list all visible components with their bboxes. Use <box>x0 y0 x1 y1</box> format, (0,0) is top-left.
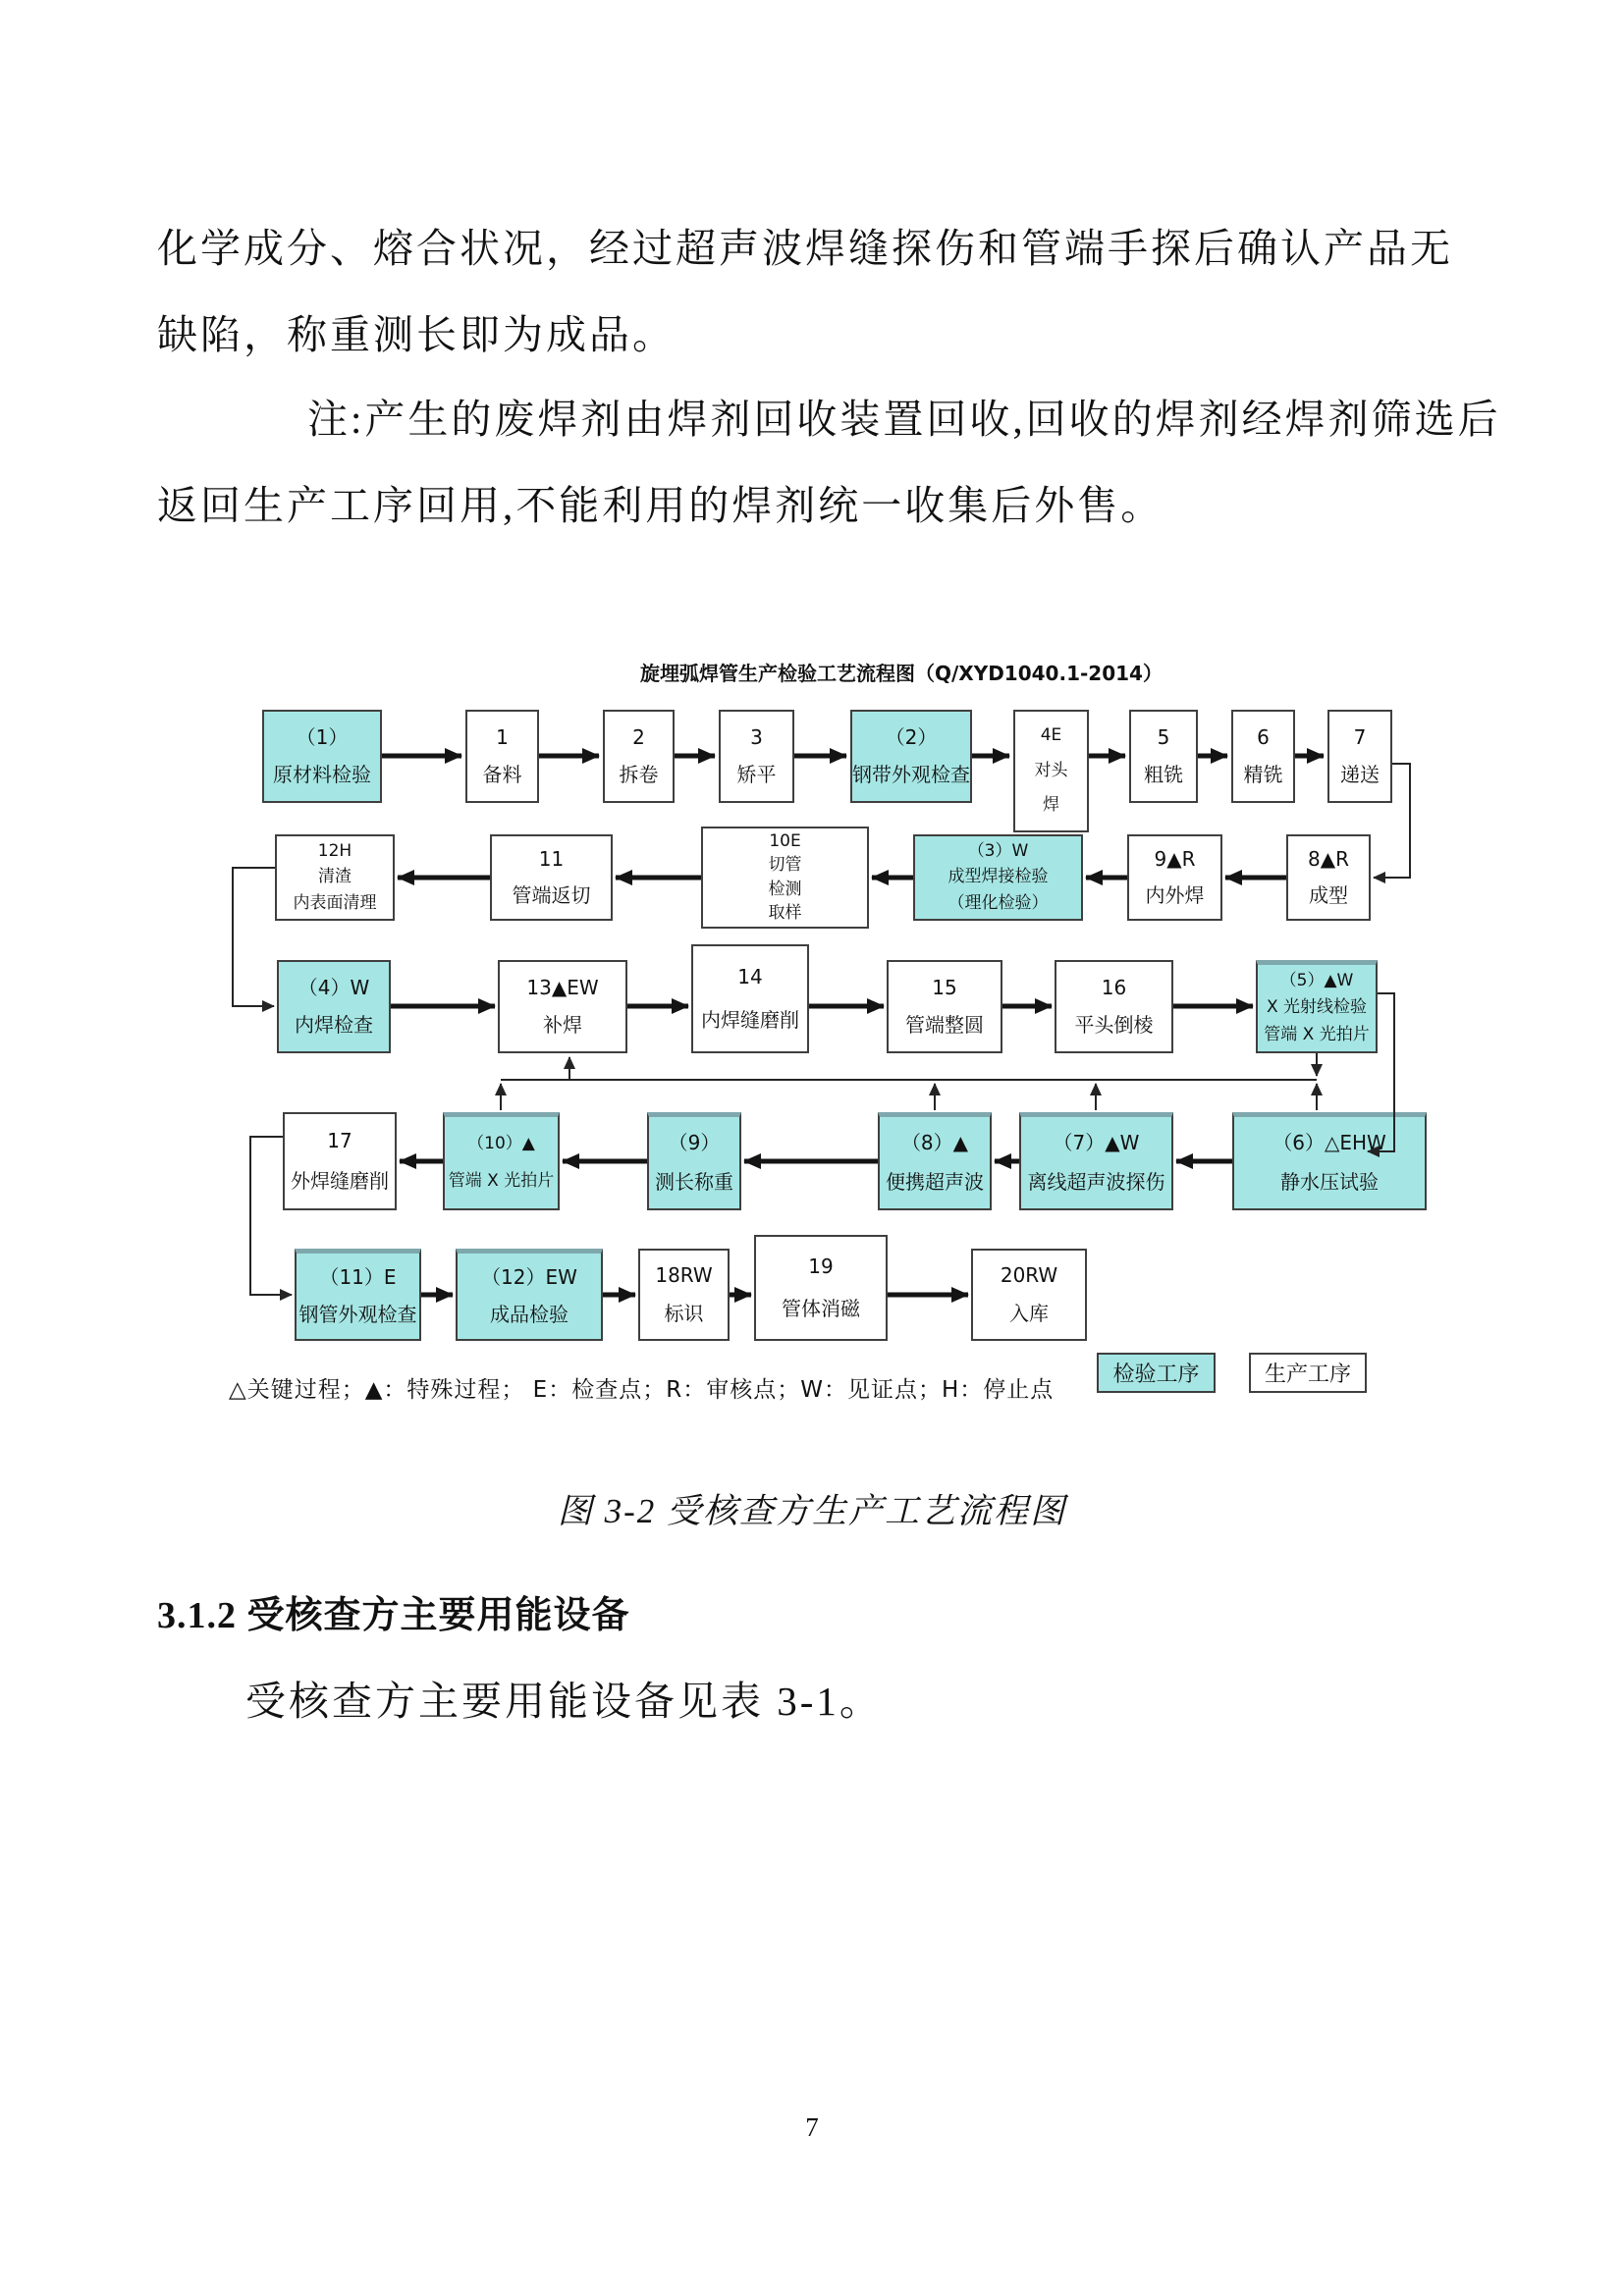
flow-node-hydrostatic-test <box>1232 1112 1427 1210</box>
legend-box-inspection-label: 检验工序 <box>1112 1362 1200 1387</box>
flow-node-line: 切管 <box>768 855 802 876</box>
flow-node-line: （8）▲ <box>900 1131 969 1155</box>
flow-node-line: 测长称重 <box>655 1169 733 1194</box>
flow-node-line: 精铣 <box>1243 763 1283 787</box>
flow-node-pipe-end-recut <box>490 834 613 921</box>
flow-node-line: 拆卷 <box>619 763 659 787</box>
flow-node-facing-beveling <box>1055 960 1173 1053</box>
flow-node-line: 矫平 <box>736 763 777 787</box>
paragraph-line-2: 缺陷，称重测长即为成品。 <box>157 312 676 357</box>
flow-node-line: （12）EW <box>481 1265 577 1290</box>
flow-node-line: （理化检验） <box>947 892 1049 913</box>
flow-node-raw-material-inspection <box>262 710 382 803</box>
flow-node-forming-weld-inspection <box>913 834 1083 921</box>
flow-node-fine-mill <box>1231 710 1295 803</box>
flow-node-line: 1 <box>496 724 509 749</box>
flow-node-line: 3 <box>750 724 763 749</box>
flow-node-line: 9▲R <box>1154 847 1196 872</box>
paragraph-after-heading: 受核查方主要用能设备见表 3-1。 <box>245 1679 883 1724</box>
flow-node-line: 钢带外观检查 <box>852 763 970 787</box>
flow-node-line: 离线超声波探伤 <box>1027 1169 1165 1194</box>
flow-node-line: （5）▲W <box>1279 971 1354 991</box>
flow-node-uncoil <box>603 710 675 803</box>
flow-node-line: （9） <box>668 1131 721 1155</box>
flow-node-line: 管体消磁 <box>782 1297 860 1320</box>
flow-node-line: （11）E <box>319 1265 397 1290</box>
flow-node-line: 12H <box>317 841 352 862</box>
flow-node-line: （6）△EHW <box>1272 1131 1386 1155</box>
flow-node-slag-inner-surface-cleaning <box>275 834 395 921</box>
flow-node-repair-weld <box>498 960 627 1053</box>
legend-box-production-label: 生产工序 <box>1264 1362 1351 1387</box>
flow-node-portable-ultrasonic <box>878 1112 992 1210</box>
flow-node-line: 内焊缝磨削 <box>701 1008 799 1032</box>
flow-node-pipe-end-xray-film <box>443 1112 560 1210</box>
flow-node-flatten <box>719 710 794 803</box>
flow-node-line: 17 <box>327 1129 352 1153</box>
flow-node-xray-inspection <box>1256 960 1378 1053</box>
flow-node-rough-mill <box>1129 710 1198 803</box>
flow-node-line: 对头 <box>1034 760 1068 780</box>
flow-node-feed <box>1327 710 1392 803</box>
flow-node-line: 8▲R <box>1307 847 1349 872</box>
flow-node-line: 粗铣 <box>1144 763 1183 787</box>
flow-node-outer-weld-grinding <box>283 1112 397 1210</box>
flow-node-line: 焊 <box>1043 795 1059 816</box>
note-line-2: 返回生产工序回用,不能利用的焊剂统一收集后外售。 <box>157 483 1164 528</box>
flow-node-line: 2 <box>632 724 645 749</box>
flow-node-line: 原材料检验 <box>273 763 371 787</box>
flow-node-line: 10E <box>769 831 801 851</box>
flow-node-line: 内外焊 <box>1145 882 1205 907</box>
flow-node-inner-outer-weld <box>1127 834 1222 921</box>
flow-node-line: 16 <box>1101 975 1127 999</box>
flow-node-line: 19 <box>808 1255 834 1278</box>
flow-node-line: （1） <box>296 724 349 749</box>
flow-node-line: 成型 <box>1309 882 1348 907</box>
legend-box-production <box>1249 1353 1367 1393</box>
flow-node-line: （4）W <box>298 975 370 999</box>
flow-node-line: 6 <box>1257 724 1270 749</box>
flow-node-warehousing <box>971 1249 1087 1341</box>
flow-node-line: 清渣 <box>318 867 352 887</box>
flow-node-line: 内焊检查 <box>295 1013 373 1038</box>
flow-node-line: 13▲EW <box>526 975 599 999</box>
figure-caption: 图 3-2 受核查方生产工艺流程图 <box>557 1492 1067 1530</box>
flow-node-line: 18RW <box>655 1263 713 1288</box>
flow-node-line: 标识 <box>664 1301 704 1325</box>
flow-node-forming <box>1286 834 1371 921</box>
flow-node-line: 4E <box>1040 725 1062 746</box>
flow-node-offline-ultrasonic-inspection <box>1019 1112 1173 1210</box>
flow-node-line: （10）▲ <box>467 1133 535 1153</box>
flow-node-line: 管端 X 光拍片 <box>1264 1024 1370 1044</box>
flow-node-inner-weld-inspection <box>277 960 391 1053</box>
page-number: 7 <box>805 2112 819 2142</box>
flow-node-line: 入库 <box>1009 1301 1049 1325</box>
flow-node-cut-pipe-test-sampling <box>701 827 869 929</box>
flow-node-prepare-material <box>465 710 539 803</box>
flow-node-line: 11 <box>538 847 565 872</box>
flow-node-line: 20RW <box>1000 1263 1058 1288</box>
flowchart-title: 旋埋弧焊管生产检验工艺流程图（Q/XYD1040.1-2014） <box>640 662 1163 685</box>
flow-node-demagnetization <box>754 1235 888 1341</box>
flow-node-line: 取样 <box>768 902 802 923</box>
flow-node-inner-weld-grinding <box>691 944 809 1053</box>
flow-node-line: 便携超声波 <box>886 1169 984 1194</box>
flow-node-line: 成型焊接检验 <box>947 867 1049 887</box>
flow-node-line: 补焊 <box>543 1013 582 1038</box>
flow-node-line: （3）W <box>967 841 1029 862</box>
flow-node-line: （7）▲W <box>1053 1131 1140 1155</box>
flow-node-final-product-inspection <box>456 1249 603 1341</box>
flow-node-line: 14 <box>737 965 763 988</box>
flow-node-line: 7 <box>1353 724 1367 749</box>
flow-node-length-weight-measure <box>647 1112 741 1210</box>
flow-node-line: 内表面清理 <box>293 892 377 913</box>
paragraph-line-1: 化学成分、熔合状况，经过超声波焊缝探伤和管端手探后确认产品无 <box>157 226 1453 271</box>
flow-node-line: 管端整圆 <box>905 1013 984 1038</box>
flow-node-line: 成品检验 <box>490 1302 568 1326</box>
flow-node-pipe-end-rounding <box>887 960 1002 1053</box>
flow-node-line: 检测 <box>768 879 802 899</box>
flow-node-line: （2） <box>885 724 938 749</box>
flow-node-line: 5 <box>1157 724 1170 749</box>
legend-box-inspection <box>1097 1353 1216 1393</box>
flow-node-pipe-visual-inspection <box>295 1249 421 1341</box>
note-line-1: 注:产生的废焊剂由焊剂回收装置回收,回收的焊剂经焊剂筛选后 <box>307 397 1501 442</box>
flow-node-marking <box>638 1249 730 1341</box>
section-heading: 3.1.2 受核查方主要用能设备 <box>157 1595 630 1636</box>
flow-node-line: X 光射线检验 <box>1266 997 1368 1018</box>
flowchart-legend-note: △关键过程；▲：特殊过程； E：检查点；R：审核点；W：见证点；H：停止点 <box>229 1377 1055 1403</box>
flow-node-line: 备料 <box>482 763 522 787</box>
flow-node-line: 管端 X 光拍片 <box>448 1170 555 1191</box>
flow-node-butt-weld <box>1013 710 1089 832</box>
flow-node-line: 钢管外观检查 <box>298 1302 417 1326</box>
flow-node-line: 15 <box>932 975 957 999</box>
flow-node-line: 外焊缝磨削 <box>291 1168 389 1193</box>
flow-node-line: 管端返切 <box>512 882 591 907</box>
flow-node-line: 平头倒棱 <box>1074 1013 1154 1038</box>
flow-node-line: 静水压试验 <box>1280 1169 1379 1194</box>
flow-node-strip-visual-inspection <box>850 710 972 803</box>
flow-node-line: 递送 <box>1340 763 1380 787</box>
